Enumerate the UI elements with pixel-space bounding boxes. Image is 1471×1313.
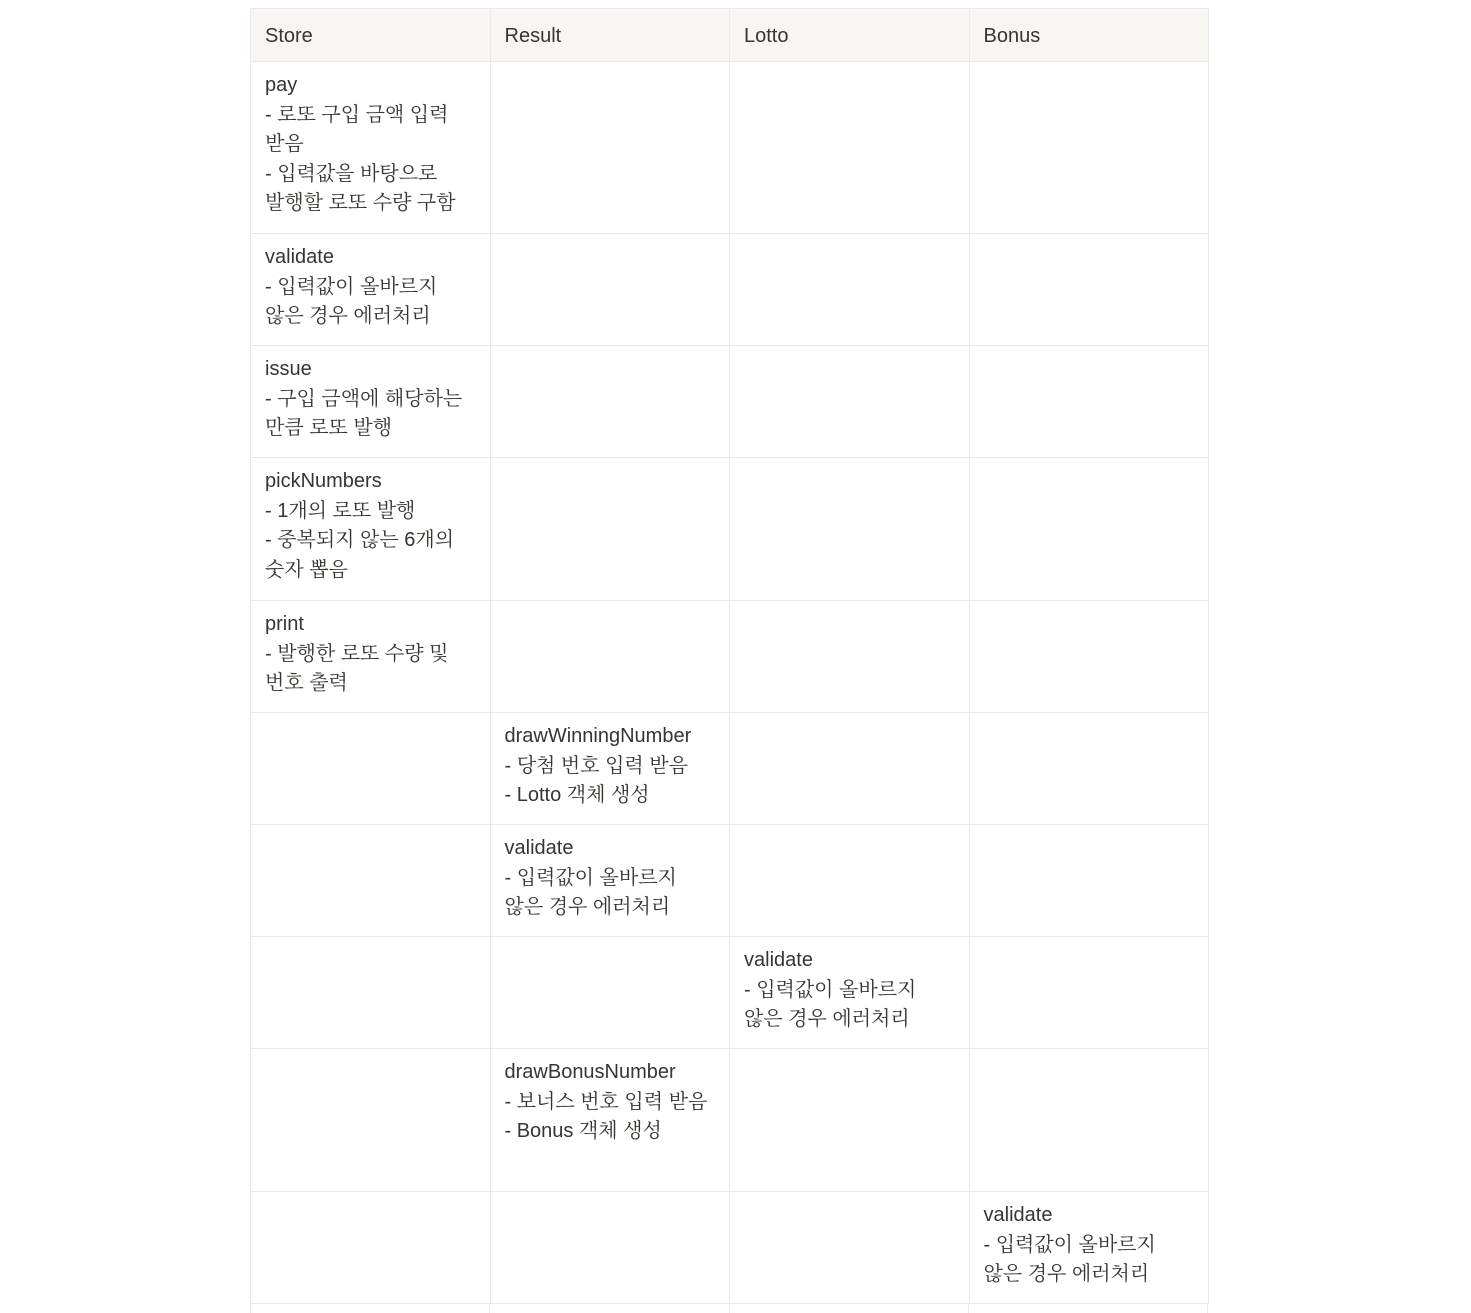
- cell-result: [490, 62, 730, 234]
- cell-bonus: [969, 601, 1209, 713]
- cell-result: [490, 458, 730, 601]
- cell-lotto: [730, 937, 970, 1049]
- method-description: - 중복되지 않는 6개의 숫자 뽑음: [265, 529, 455, 581]
- cell-result: [490, 346, 730, 458]
- method-description: - 입력값이 올바르지 않은 경우 에러처리: [744, 978, 917, 1030]
- cell-store: [251, 346, 491, 458]
- header-bonus: Bonus: [969, 9, 1209, 62]
- method-description: - 발행한 로또 수량 및 번호 출력: [265, 642, 449, 694]
- header-result: Result: [490, 9, 730, 62]
- table-row: [251, 937, 1209, 1049]
- cell-bonus: [969, 234, 1209, 346]
- method-name: pickNumbers: [265, 470, 382, 492]
- cell-lotto: [730, 458, 970, 601]
- method-name: pay: [265, 74, 298, 96]
- method-description: - 1개의 로또 발행: [265, 499, 416, 522]
- stub-col: [250, 1305, 489, 1313]
- method-description: - 입력값을 바탕으로 발행할 로또 수량 구함: [265, 162, 456, 214]
- method-table: [250, 8, 1209, 1304]
- cell-store: [251, 713, 491, 825]
- table-row: [251, 1192, 1209, 1304]
- method-table-container: [250, 8, 1208, 1304]
- cell-lotto: [730, 713, 970, 825]
- method-name: drawBonusNumber: [504, 1061, 676, 1083]
- cell-lotto: [730, 234, 970, 346]
- method-name: validate: [504, 837, 574, 859]
- cell-lotto: [730, 62, 970, 234]
- table-row: [251, 1049, 1209, 1192]
- method-description: - 로또 구입 금액 입력 받음: [265, 103, 449, 155]
- next-row-edge: [250, 1305, 1208, 1313]
- method-description: - 구입 금액에 해당하는 만큼 로또 발행: [265, 387, 463, 439]
- method-name: print: [265, 613, 304, 635]
- cell-result: [490, 937, 730, 1049]
- cell-result: [490, 1192, 730, 1304]
- header-row: [251, 9, 1209, 62]
- cell-store: [251, 62, 491, 234]
- cell-lotto: [730, 1049, 970, 1192]
- table-row: [251, 601, 1209, 713]
- cell-store: [251, 1049, 491, 1192]
- cell-bonus: [969, 458, 1209, 601]
- cell-bonus: [969, 346, 1209, 458]
- method-description: - Bonus 객체 생성: [504, 1120, 662, 1142]
- cell-result: [490, 1049, 730, 1192]
- cell-store: [251, 234, 491, 346]
- table-row: [251, 713, 1209, 825]
- table-row: [251, 458, 1209, 601]
- cell-bonus: [969, 713, 1209, 825]
- header-store: Store: [251, 9, 491, 62]
- cell-lotto: [730, 1192, 970, 1304]
- method-name: validate: [265, 246, 334, 268]
- cell-store: [251, 458, 491, 601]
- method-description: - 보너스 번호 입력 받음: [504, 1090, 708, 1113]
- cell-lotto: [730, 346, 970, 458]
- cell-store: [251, 825, 491, 937]
- stub-col: [489, 1305, 728, 1313]
- cell-store: [251, 601, 491, 713]
- cell-result: [490, 601, 730, 713]
- method-name: drawWinningNumber: [504, 725, 692, 747]
- header-lotto: Lotto: [730, 9, 970, 62]
- table-row: [251, 62, 1209, 234]
- method-description: - 입력값이 올바르지 않은 경우 에러처리: [265, 275, 438, 327]
- table-row: [251, 346, 1209, 458]
- cell-result: [490, 825, 730, 937]
- table-row: [251, 825, 1209, 937]
- cell-lotto: [730, 825, 970, 937]
- cell-bonus: [969, 62, 1209, 234]
- method-description: - 입력값이 올바르지 않은 경우 에러처리: [983, 1233, 1156, 1285]
- stub-col: [729, 1305, 968, 1313]
- cell-bonus: [969, 937, 1209, 1049]
- cell-store: [251, 937, 491, 1049]
- method-description: - 당첨 번호 입력 받음: [504, 754, 688, 777]
- cell-result: [490, 234, 730, 346]
- method-name: validate: [744, 949, 813, 971]
- method-name: issue: [265, 358, 312, 380]
- cell-lotto: [730, 601, 970, 713]
- table-row: [251, 234, 1209, 346]
- method-description: - Lotto 객체 생성: [504, 784, 650, 806]
- cell-bonus: [969, 1049, 1209, 1192]
- cell-result: [490, 713, 730, 825]
- cell-bonus: [969, 1192, 1209, 1304]
- method-description: - 입력값이 올바르지 않은 경우 에러처리: [504, 866, 677, 918]
- method-name: validate: [983, 1204, 1053, 1226]
- cell-store: [251, 1192, 491, 1304]
- stub-col: [968, 1305, 1208, 1313]
- cell-bonus: [969, 825, 1209, 937]
